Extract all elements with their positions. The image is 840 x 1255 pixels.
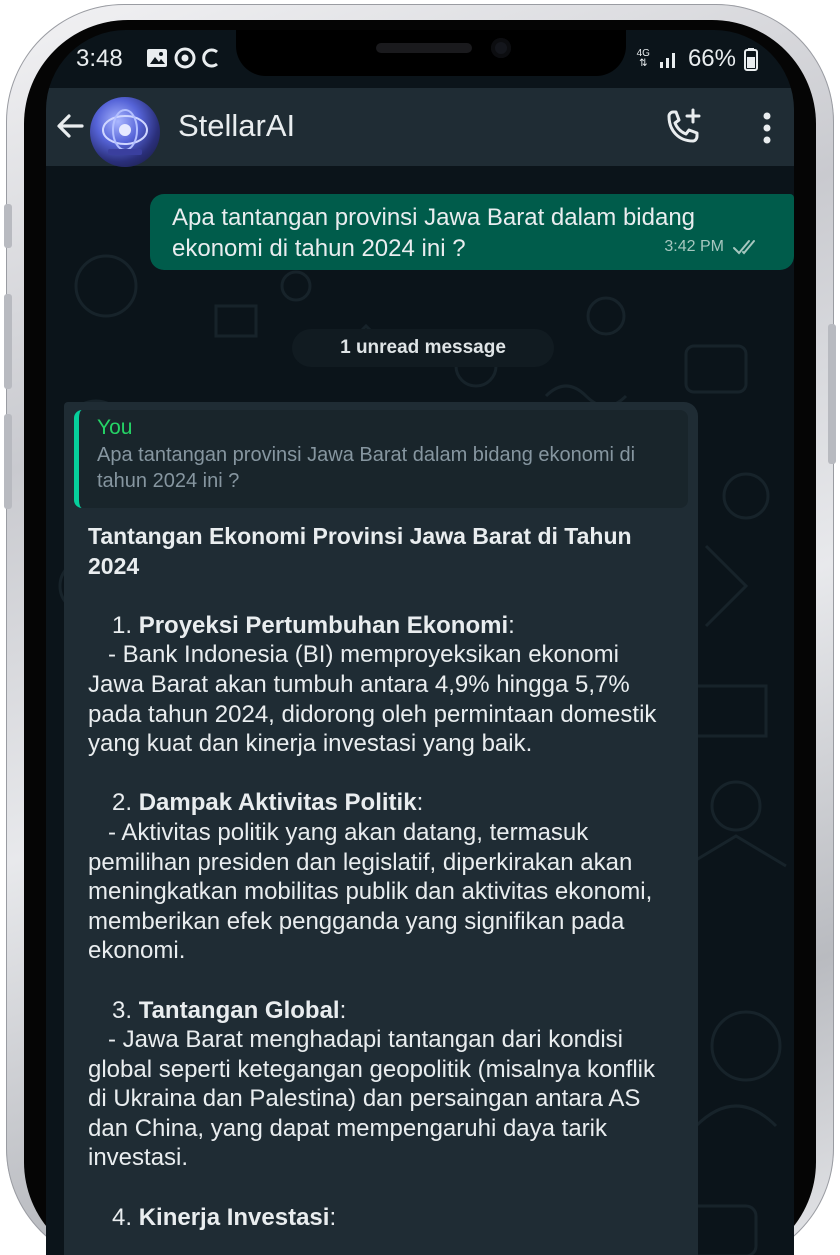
gallery-icon: [146, 48, 168, 68]
point-2-heading: 2. Dampak Aktivitas Politik:: [112, 789, 424, 817]
phone-screen: [46, 30, 794, 1255]
ai-logo-icon: [90, 97, 160, 167]
battery-icon: [744, 47, 758, 71]
message-title: Tantangan Ekonomi Provinsi Jawa Barat di Tahun 2024: [88, 523, 632, 579]
speaker-grille: [376, 43, 472, 53]
volume-up-button: [4, 294, 12, 389]
quote-text: Apa tantangan provinsi Jawa Barat dalam bidang ekonomi di tahun 2024 ini ?: [97, 444, 636, 492]
status-time: 3:48: [76, 45, 123, 72]
chat-area[interactable]: [46, 166, 794, 1255]
back-arrow-icon[interactable]: [52, 108, 88, 144]
chrome-icon: [174, 47, 196, 69]
camera-notch: [236, 30, 626, 76]
message-body: [74, 508, 688, 1232]
contact-name[interactable]: StellarAI: [178, 108, 296, 143]
sync-icon: [202, 47, 220, 69]
point-3-heading: 3. Tantangan Global:: [112, 996, 347, 1024]
point-1-body: - Bank Indonesia (BI) memproyeksikan ekonomi Jawa Barat akan tumbuh antara 4,9% hingga 5,7% pada tahun 2024, didorong oleh permintaan domestik yang kuat dan kinerja investasi yang baik.: [88, 641, 657, 758]
point-2-body: - Aktivitas politik yang akan datang, termasuk pemilihan presiden dan legislatif, diperkirakan akan meningkatkan mobilitas publik dan aktivitas ekonomi, memberikan efek pengganda yang signifikan pada ekonomi.: [88, 818, 653, 965]
point-1-heading: 1. Proyeksi Pertumbuhan Ekonomi:: [112, 611, 515, 639]
outgoing-message[interactable]: [150, 194, 794, 270]
action-button: [4, 204, 12, 248]
more-vert-icon[interactable]: [756, 106, 778, 150]
chat-header: [46, 88, 794, 166]
outgoing-message-text: Apa tantangan provinsi Jawa Barat dalam bidang ekonomi di tahun 2024 ini ?: [172, 204, 696, 262]
message-time: 3:42 PM: [664, 238, 724, 255]
network-type: 4G ⇅: [636, 48, 650, 69]
avatar[interactable]: [90, 97, 160, 167]
point-3-body: - Jawa Barat menghadapi tantangan dari kondisi global seperti ketegangan geopolitik (misalnya konflik di Ukraina dan Palestina) dan persaingan antara AS dan China, yang dapat mempengaruhi daya tarik investasi.: [88, 1026, 655, 1172]
unread-divider: 1 unread message: [292, 329, 554, 367]
signal-icon: [658, 48, 680, 70]
notification-icons: [146, 47, 220, 69]
add-call-icon[interactable]: [661, 106, 705, 150]
battery-percent: 66%: [687, 45, 736, 72]
power-button: [828, 324, 836, 464]
quoted-reply[interactable]: [74, 410, 688, 508]
incoming-message[interactable]: [64, 402, 698, 1255]
status-right: [637, 45, 758, 73]
point-4-heading: 4. Kinerja Investasi:: [112, 1203, 337, 1231]
volume-down-button: [4, 414, 12, 509]
double-check-icon: [732, 239, 762, 255]
front-camera: [491, 38, 511, 58]
message-meta: [664, 231, 762, 262]
quote-author: You: [97, 416, 133, 439]
